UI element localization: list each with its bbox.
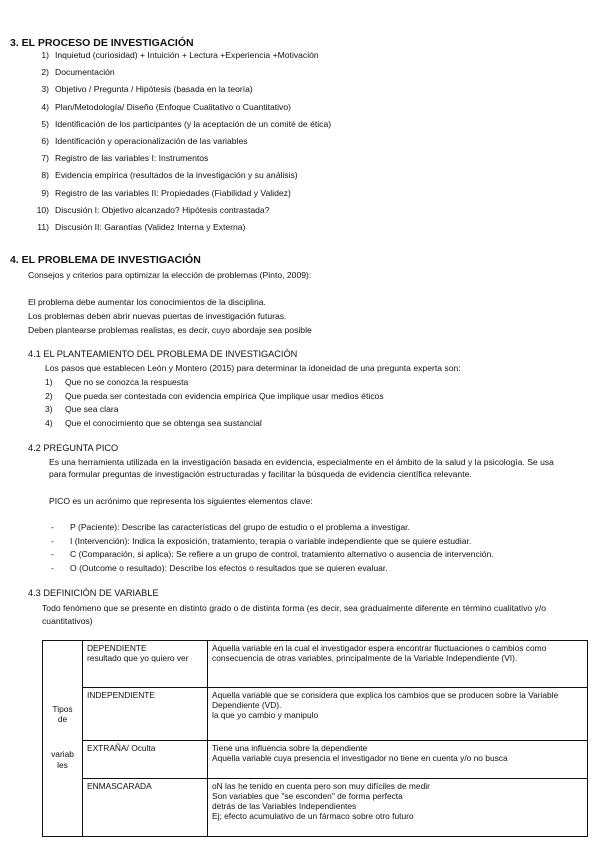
table-row — [43, 688, 588, 741]
table-cell: Tiene una influencia sobre la dependiente Aquella variable cuya presencia el investigador no tiene en cuenta y/o no busca — [208, 741, 588, 779]
table-label-cell: Tipos de — [43, 688, 83, 741]
list-item: - C (Comparación, si aplica): Se refiere a un grupo de control, tratamiento alternativo o ausencia de intervención. — [51, 549, 494, 560]
table-label-cell — [43, 641, 83, 688]
section-3-heading: 3. EL PROCESO DE INVESTIGACIÓN — [10, 37, 194, 49]
table-row — [43, 641, 588, 688]
subsection-4-1-intro: Los pasos que establecen León y Montero (2015) para determinar la idoneidad de una pregunta experta son: — [45, 363, 461, 373]
table-cell: EXTRAÑA/ Oculta — [83, 741, 208, 779]
question-criteria-list — [45, 377, 384, 431]
table-cell: oN las he tenido en cuenta pero son muy difíciles de medir Son variables que "se esconden" de forma perfecta detrás de las Variables Independientes Ej; efecto acumulativo de un fármaco sobre otro futuro — [208, 779, 588, 837]
table-row — [43, 741, 588, 779]
list-item: 1) Inquietud (curiosidad) + Intuición + Lectura +Experiencia +Motivación — [41, 50, 319, 60]
list-item: 6) Identificación y operacionalización de las variables — [41, 135, 248, 146]
list-item: 7) Registro de las variables I: Instrumentos — [41, 153, 209, 164]
criterion-line: Deben plantearse problemas realistas, es decir, cuyo abordaje sea posible — [28, 325, 312, 335]
list-item: 3) Objetivo / Pregunta / Hipótesis (basada en la teoría) — [41, 84, 253, 95]
list-item: 11) Discusión II: Garantías (Validez Interna y Externa) — [37, 221, 246, 232]
list-item: 5) Identificación de los participantes (y la aceptación de un comité de ética) — [41, 118, 332, 129]
criterion-line: El problema debe aumentar los conocimientos de la disciplina. — [28, 297, 266, 307]
list-item: 4) Que el conocimiento que se obtenga sea sustancial — [45, 417, 262, 428]
variable-types-table — [42, 640, 588, 837]
process-steps-list — [30, 50, 331, 239]
pico-elements-list — [51, 522, 494, 576]
section-4-heading: 4. EL PROBLEMA DE INVESTIGACIÓN — [10, 254, 201, 266]
list-item: 8) Evidencia empírica (resultados de la investigación y su análisis) — [41, 170, 298, 181]
table-cell: Aquella variable en la cual el investigador espera encontrar fluctuaciones o cambios como consecuencia de otras variables, principalmente de la Variable Independiente (VI). — [208, 641, 588, 688]
pico-acronym-line: PICO es un acrónimo que representa los siguientes elementos clave: — [49, 496, 313, 506]
list-item: 9) Registro de las variables II: Propiedades (Fiabilidad y Validez) — [41, 187, 291, 198]
list-item: 3) Que sea clara — [45, 404, 119, 415]
list-item: 2) Documentación — [41, 67, 115, 78]
table-cell: Aquella variable que se considera que explica los cambios que se producen sobre la Variable Dependiente (VD). la que yo cambio y manipulo — [208, 688, 588, 741]
variable-definition: Todo fenómeno que se presente en distinto grado o de distinta forma (es decir, sea gradualmente diferente en término cualitativo y/o cuantitativos) — [42, 603, 546, 626]
subsection-4-1-heading: 4.1 EL PLANTEAMIENTO DEL PROBLEMA DE INVESTIGACIÓN — [28, 349, 298, 359]
table-cell: INDEPENDIENTE — [83, 688, 208, 741]
list-item: 2) Que pueda ser contestada con evidencia empírica Que implique usar medios éticos — [45, 390, 384, 401]
list-item: - I (Intervención): Indica la exposición, tratamiento, terapia o variable independiente que se quiere estudiar. — [51, 535, 472, 546]
table-row — [43, 779, 588, 837]
list-item: - P (Paciente): Describe las características del grupo de estudio o el problema a investigar. — [51, 522, 410, 532]
list-item: 1) Que no se conozca la respuesta — [45, 377, 189, 387]
section-4-intro: Consejos y criterios para optimizar la elección de problemas (Pinto, 2009): — [28, 270, 312, 280]
criterion-line: Los problemas deben abrir nuevas puertas de investigación futuras. — [28, 311, 287, 321]
table-cell: DEPENDIENTE resultado que yo quiero ver — [83, 641, 208, 688]
list-item: - O (Outcome o resultado): Describe los efectos o resultados que se quieren evaluar. — [51, 562, 388, 573]
pico-description: Es una herramienta utilizada en la investigación basada en evidencia, especialmente en el ámbito de la salud y la psicología. Se usa para formular preguntas de investigación estructuradas y facilitar la búsqueda de evidencia científica relevante. — [49, 457, 554, 480]
table-label-cell: variab les — [43, 741, 83, 779]
subsection-4-2-heading: 4.2 PREGUNTA PICO — [28, 443, 119, 453]
list-item: 4) Plan/Metodología/ Diseño (Enfoque Cualitativo o Cuantitativo) — [41, 101, 291, 112]
table-cell: ENMASCARADA — [83, 779, 208, 837]
subsection-4-3-heading: 4.3 DEFINICIÓN DE VARIABLE — [28, 588, 159, 598]
table-label-cell — [43, 779, 83, 837]
list-item: 10) Discusión I: Objetivo alcanzado? Hipótesis contrastada? — [36, 204, 270, 215]
